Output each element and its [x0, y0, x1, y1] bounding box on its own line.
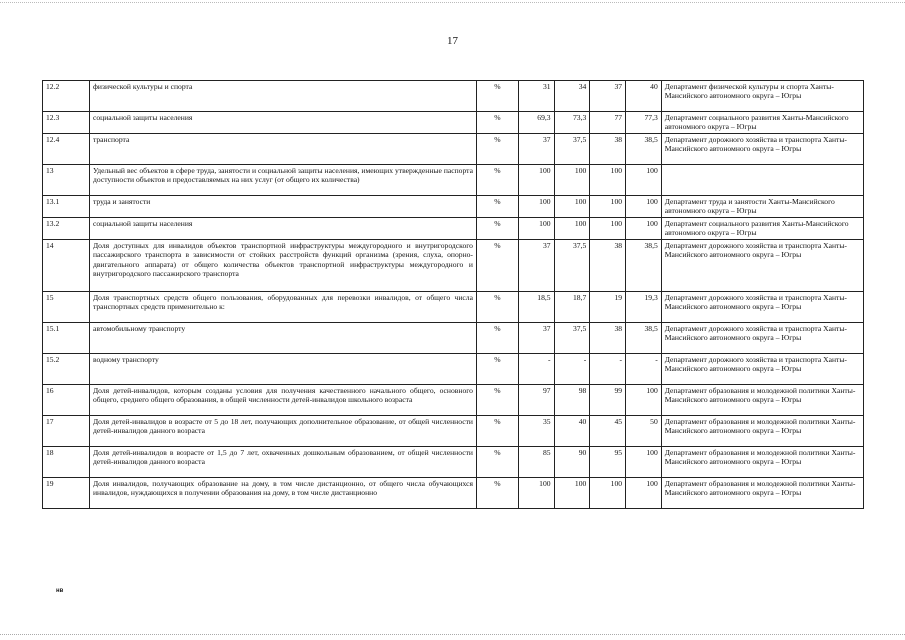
- unit-cell: %: [476, 353, 518, 384]
- scan-edge-bottom: [0, 634, 905, 635]
- value-4-cell: 38,5: [626, 133, 662, 164]
- responsible-department-cell: Департамент дорожного хозяйства и транспорта Ханты-Мансийского автономного округа – Югры: [661, 239, 863, 291]
- value-3-cell: 38: [590, 239, 626, 291]
- value-1-cell: 18,5: [518, 291, 554, 322]
- value-4-cell: 100: [626, 384, 662, 415]
- unit-cell: %: [476, 477, 518, 508]
- responsible-department-cell: Департамент дорожного хозяйства и транспорта Ханты-Мансийского автономного округа – Югры: [661, 353, 863, 384]
- row-number-cell: 18: [43, 446, 90, 477]
- value-1-cell: 100: [518, 217, 554, 239]
- value-4-cell: 50: [626, 415, 662, 446]
- value-2-cell: 40: [554, 415, 590, 446]
- value-4-cell: 100: [626, 477, 662, 508]
- row-number-cell: 12.3: [43, 112, 90, 134]
- responsible-department-cell: Департамент социального развития Ханты-Мансийского автономного округа – Югры: [661, 112, 863, 134]
- table-row: [43, 164, 864, 195]
- table-row: [43, 291, 864, 322]
- indicators-table: [42, 80, 864, 509]
- row-number-cell: 12.2: [43, 81, 90, 112]
- table-row: [43, 195, 864, 217]
- table-row: [43, 322, 864, 353]
- indicator-name-cell: транспорта: [89, 133, 476, 164]
- row-number-cell: 12.4: [43, 133, 90, 164]
- unit-cell: %: [476, 112, 518, 134]
- row-number-cell: 13.2: [43, 217, 90, 239]
- value-4-cell: 40: [626, 81, 662, 112]
- indicator-name-cell: Доля транспортных средств общего пользования, оборудованных для перевозки инвалидов, от общего числа транспортных средств применительно к:: [89, 291, 476, 322]
- row-number-cell: 16: [43, 384, 90, 415]
- row-number-cell: 13: [43, 164, 90, 195]
- responsible-department-cell: Департамент дорожного хозяйства и транспорта Ханты-Мансийского автономного округа – Югры: [661, 291, 863, 322]
- value-3-cell: 38: [590, 322, 626, 353]
- unit-cell: %: [476, 133, 518, 164]
- value-1-cell: 100: [518, 195, 554, 217]
- value-3-cell: 100: [590, 217, 626, 239]
- corner-mark: нв: [56, 588, 64, 594]
- unit-cell: %: [476, 415, 518, 446]
- responsible-department-cell: Департамент образования и молодежной политики Ханты-Мансийского автономного округа – Югры: [661, 477, 863, 508]
- unit-cell: %: [476, 195, 518, 217]
- responsible-department-cell: Департамент физической культуры и спорта Ханты-Мансийского автономного округа – Югры: [661, 81, 863, 112]
- indicator-name-cell: социальной защиты населения: [89, 112, 476, 134]
- value-2-cell: 34: [554, 81, 590, 112]
- value-1-cell: 37: [518, 133, 554, 164]
- table-row: [43, 477, 864, 508]
- value-3-cell: -: [590, 353, 626, 384]
- indicator-name-cell: Доля детей-инвалидов в возрасте от 1,5 до 7 лет, охваченных дошкольным образованием, от общей численности детей-инвалидов данного возраста: [89, 446, 476, 477]
- unit-cell: %: [476, 239, 518, 291]
- value-2-cell: 90: [554, 446, 590, 477]
- value-3-cell: 77: [590, 112, 626, 134]
- table-body: [43, 81, 864, 509]
- value-3-cell: 100: [590, 195, 626, 217]
- value-3-cell: 100: [590, 164, 626, 195]
- responsible-department-cell: Департамент образования и молодежной политики Ханты-Мансийского автономного округа – Югры: [661, 446, 863, 477]
- row-number-cell: 17: [43, 415, 90, 446]
- row-number-cell: 13.1: [43, 195, 90, 217]
- value-2-cell: 73,3: [554, 112, 590, 134]
- responsible-department-cell: Департамент дорожного хозяйства и транспорта Ханты-Мансийского автономного округа – Югры: [661, 322, 863, 353]
- value-4-cell: 38,5: [626, 322, 662, 353]
- indicator-name-cell: водному транспорту: [89, 353, 476, 384]
- table-row: [43, 133, 864, 164]
- indicator-name-cell: физической культуры и спорта: [89, 81, 476, 112]
- value-2-cell: 18,7: [554, 291, 590, 322]
- value-3-cell: 45: [590, 415, 626, 446]
- table-row: [43, 239, 864, 291]
- value-2-cell: 37,5: [554, 239, 590, 291]
- value-2-cell: 100: [554, 195, 590, 217]
- value-4-cell: 100: [626, 164, 662, 195]
- value-1-cell: 37: [518, 322, 554, 353]
- unit-cell: %: [476, 164, 518, 195]
- value-4-cell: 100: [626, 195, 662, 217]
- value-2-cell: -: [554, 353, 590, 384]
- row-number-cell: 15: [43, 291, 90, 322]
- value-2-cell: 37,5: [554, 322, 590, 353]
- responsible-department-cell: Департамент образования и молодежной политики Ханты-Мансийского автономного округа – Югры: [661, 384, 863, 415]
- responsible-department-cell: [661, 164, 863, 195]
- table-row: [43, 217, 864, 239]
- unit-cell: %: [476, 291, 518, 322]
- indicator-name-cell: социальной защиты населения: [89, 217, 476, 239]
- value-2-cell: 37,5: [554, 133, 590, 164]
- value-1-cell: 35: [518, 415, 554, 446]
- value-3-cell: 19: [590, 291, 626, 322]
- page-number: 17: [447, 35, 458, 47]
- value-3-cell: 38: [590, 133, 626, 164]
- indicator-name-cell: автомобильному транспорту: [89, 322, 476, 353]
- value-4-cell: 77,3: [626, 112, 662, 134]
- value-1-cell: 31: [518, 81, 554, 112]
- value-4-cell: 100: [626, 217, 662, 239]
- value-1-cell: 100: [518, 164, 554, 195]
- unit-cell: %: [476, 446, 518, 477]
- value-3-cell: 100: [590, 477, 626, 508]
- indicator-name-cell: Доля детей-инвалидов в возрасте от 5 до 18 лет, получающих дополнительное образование, от общей численности детей-инвалидов данного возраста: [89, 415, 476, 446]
- value-4-cell: 19,3: [626, 291, 662, 322]
- indicator-name-cell: труда и занятости: [89, 195, 476, 217]
- table-row: [43, 384, 864, 415]
- responsible-department-cell: Департамент дорожного хозяйства и транспорта Ханты-Мансийского автономного округа – Югры: [661, 133, 863, 164]
- value-2-cell: 100: [554, 477, 590, 508]
- indicator-name-cell: Доля доступных для инвалидов объектов транспортной инфраструктуры междугородного и внутригородского пассажирского транспорта в зависимости от стойких расстройств функций организма (зрения, слуха, опорно-двигательного аппарата) от общего количества объектов транспортной инфраструктуры междугородного и внутригородского пассажирского транспорта: [89, 239, 476, 291]
- value-1-cell: 69,3: [518, 112, 554, 134]
- table-row: [43, 81, 864, 112]
- value-4-cell: 38,5: [626, 239, 662, 291]
- row-number-cell: 14: [43, 239, 90, 291]
- table-row: [43, 446, 864, 477]
- value-2-cell: 98: [554, 384, 590, 415]
- value-1-cell: 97: [518, 384, 554, 415]
- value-3-cell: 99: [590, 384, 626, 415]
- unit-cell: %: [476, 81, 518, 112]
- unit-cell: %: [476, 217, 518, 239]
- value-1-cell: 100: [518, 477, 554, 508]
- scan-edge-top: [0, 2, 905, 3]
- value-1-cell: -: [518, 353, 554, 384]
- unit-cell: %: [476, 384, 518, 415]
- value-1-cell: 85: [518, 446, 554, 477]
- value-4-cell: -: [626, 353, 662, 384]
- row-number-cell: 15.2: [43, 353, 90, 384]
- value-3-cell: 95: [590, 446, 626, 477]
- table-row: [43, 112, 864, 134]
- responsible-department-cell: Департамент труда и занятости Ханты-Мансийского автономного округа – Югры: [661, 195, 863, 217]
- row-number-cell: 19: [43, 477, 90, 508]
- value-3-cell: 37: [590, 81, 626, 112]
- indicator-name-cell: Удельный вес объектов в сфере труда, занятости и социальной защиты населения, имеющих утвержденные паспорта доступности объектов и предоставляемых на них услуг (от общего их количества): [89, 164, 476, 195]
- responsible-department-cell: Департамент социального развития Ханты-Мансийского автономного округа – Югры: [661, 217, 863, 239]
- table-row: [43, 415, 864, 446]
- indicator-name-cell: Доля инвалидов, получающих образование на дому, в том числе дистанционно, от общего числа обучающихся инвалидов, нуждающихся в получении образования на дому, в том числе дистанционно: [89, 477, 476, 508]
- value-2-cell: 100: [554, 217, 590, 239]
- row-number-cell: 15.1: [43, 322, 90, 353]
- value-4-cell: 100: [626, 446, 662, 477]
- unit-cell: %: [476, 322, 518, 353]
- value-2-cell: 100: [554, 164, 590, 195]
- responsible-department-cell: Департамент образования и молодежной политики Ханты-Мансийского автономного округа – Югры: [661, 415, 863, 446]
- table-row: [43, 353, 864, 384]
- indicator-name-cell: Доля детей-инвалидов, которым созданы условия для получения качественного начального общего, основного общего, среднего общего образования, в общей численности детей-инвалидов школьного возраста: [89, 384, 476, 415]
- value-1-cell: 37: [518, 239, 554, 291]
